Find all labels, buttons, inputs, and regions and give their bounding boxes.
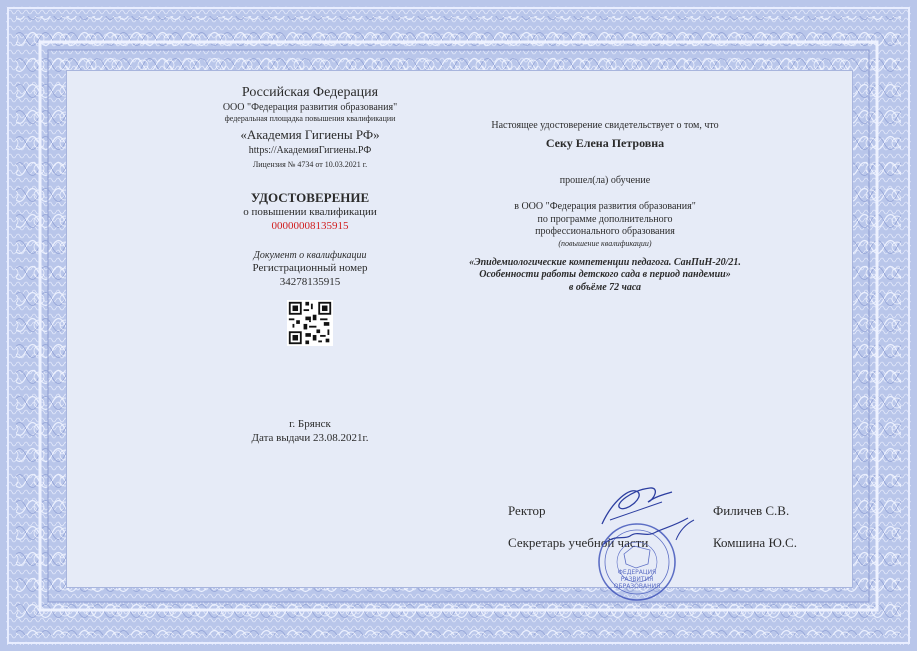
license: Лицензия № 4734 от 10.03.2021 г.	[252, 159, 368, 169]
rector-signature	[602, 488, 672, 524]
rector-name: Филичев С.В.	[713, 503, 790, 518]
program-line-1: по программе дополнительного	[537, 213, 673, 225]
course-hours: в объёме 72 часа	[568, 281, 642, 293]
issue-date: Дата выдачи 23.08.2021г.	[251, 431, 369, 444]
secretary-label: Секретарь учебной части	[508, 535, 649, 550]
right-block	[440, 120, 770, 294]
qr-code-icon	[287, 300, 333, 346]
course-title-line-1: «Эпидемиологические компетенции педагога. СанПиН-20/21.	[469, 256, 741, 268]
organization: ООО "Федерация развития образования"	[222, 101, 398, 113]
left-block	[190, 84, 430, 346]
program-line-2: профессионального образования	[535, 226, 675, 237]
completed-text: прошел(ла) обучение	[559, 174, 651, 186]
rector-label: Ректор	[508, 503, 546, 518]
svg-text:ОБРАЗОВАНИЯ: ОБРАЗОВАНИЯ	[613, 583, 661, 590]
website: https://АкадемияГигиены.РФ	[248, 145, 372, 157]
registration-label: Регистрационный номер	[252, 262, 368, 274]
svg-text:ФЕДЕРАЦИЯ: ФЕДЕРАЦИЯ	[617, 569, 657, 576]
official-stamp	[599, 524, 675, 600]
secretary-name: Комшина Ю.С.	[713, 535, 797, 550]
document-number: 00000008135915	[271, 219, 349, 232]
svg-text:РАЗВИТИЯ: РАЗВИТИЯ	[620, 576, 654, 583]
organization-line: в ООО "Федерация развития образования"	[514, 201, 696, 212]
document-subtitle: о повышении квалификации	[243, 206, 377, 218]
platform: федеральная площадка повышения квалификации	[224, 114, 396, 123]
document-title: УДОСТОВЕРЕНИЕ	[250, 189, 370, 205]
intro-text: Настоящее удостоверение свидетельствует о том, что	[491, 120, 719, 131]
country: Российская Федерация	[241, 85, 379, 100]
academy: «Академия Гигиены РФ»	[240, 127, 380, 142]
stamp-and-signature	[590, 482, 700, 612]
program-note: (повышение квалификации)	[558, 238, 652, 248]
issue-block	[190, 418, 430, 446]
person-name: Секу Елена Петровна	[545, 135, 665, 150]
document-type: Документ о квалификации	[253, 249, 367, 261]
course-title-line-2: Особенности работы детского сада в период пандемии»	[479, 269, 731, 280]
secretary-signature	[604, 518, 694, 544]
registration-number: 34278135915	[279, 275, 341, 288]
city: г. Брянск	[289, 418, 331, 430]
